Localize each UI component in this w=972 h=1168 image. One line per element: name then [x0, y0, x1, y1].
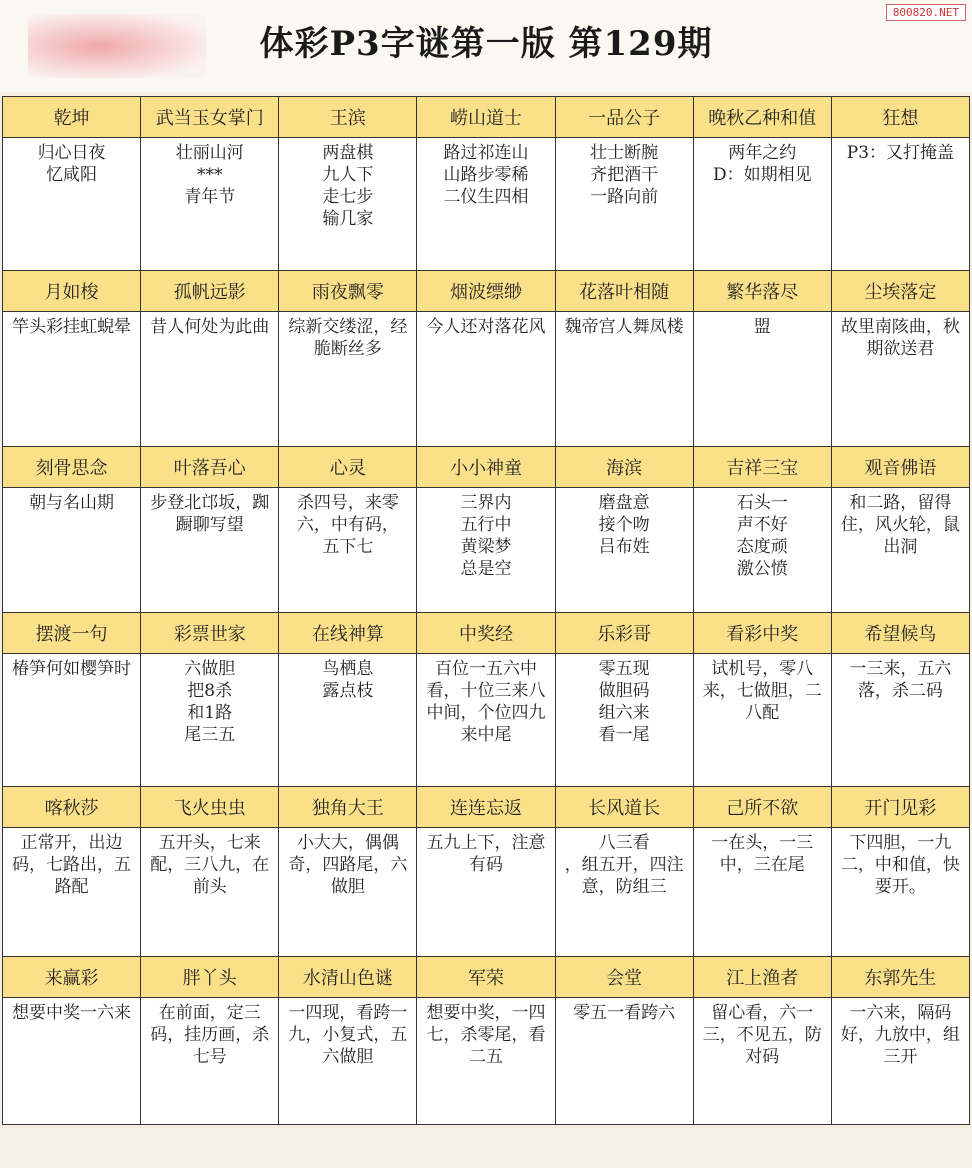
author-header: 乾坤 [3, 97, 140, 137]
riddle-cell: 留心看，六一三，不见五，防对码 [694, 998, 831, 1124]
riddle-cell: 八三看 ，组五开，四注意，防组三 [556, 828, 693, 956]
riddle-cell: 路过祁连山 山路步零稀 二仪生四相 [417, 138, 554, 270]
riddle-cell: 步登北邙坂，踟蹰聊写望 [141, 488, 278, 612]
author-header: 尘埃落定 [832, 271, 969, 311]
riddle-cell: 故里南陔曲，秋期欲送君 [832, 312, 969, 446]
riddle-cell: 一三来，五六落，杀二码 [832, 654, 969, 786]
author-header: 乐彩哥 [556, 613, 693, 653]
author-header: 雨夜飘零 [279, 271, 416, 311]
riddle-cell: 椿笋何如樱笋时 [3, 654, 140, 786]
riddle-cell: 百位一五六中看，十位三来八中间，个位四九来中尾 [417, 654, 554, 786]
riddle-cell: 正常开，出边码，七路出，五路配 [3, 828, 140, 956]
author-header: 观音佛语 [832, 447, 969, 487]
author-header: 刻骨思念 [3, 447, 140, 487]
page-title: 体彩P3字谜第一版 第129期 [259, 24, 713, 64]
riddle-cell: 一六来，隔码好，九放中，组三开 [832, 998, 969, 1124]
author-header: 王滨 [279, 97, 416, 137]
author-header: 飞火虫虫 [141, 787, 278, 827]
riddle-cell: 试机号，零八来，七做胆，二八配 [694, 654, 831, 786]
riddle-cell: 壮丽山河 *** 青年节 [141, 138, 278, 270]
site-watermark: 800820.NET [886, 4, 966, 21]
author-header: 希望候鸟 [832, 613, 969, 653]
author-header: 摆渡一句 [3, 613, 140, 653]
riddle-cell: 在前面，定三码，挂历画，杀七号 [141, 998, 278, 1124]
author-header: 看彩中奖 [694, 613, 831, 653]
author-header: 海滨 [556, 447, 693, 487]
riddle-cell: 想要中奖，一四七，杀零尾，看二五 [417, 998, 554, 1124]
author-header: 心灵 [279, 447, 416, 487]
author-header: 中奖经 [417, 613, 554, 653]
author-header: 江上渔者 [694, 957, 831, 997]
author-header: 军荣 [417, 957, 554, 997]
author-header: 己所不欲 [694, 787, 831, 827]
author-header: 来赢彩 [3, 957, 140, 997]
riddle-cell: 下四胆，一九二，中和值，快要开。 [832, 828, 969, 956]
author-header: 在线神算 [279, 613, 416, 653]
author-header: 连连忘返 [417, 787, 554, 827]
author-header: 吉祥三宝 [694, 447, 831, 487]
riddle-cell: 魏帝宫人舞凤楼 [556, 312, 693, 446]
author-header: 晚秋乙种和值 [694, 97, 831, 137]
author-header: 开门见彩 [832, 787, 969, 827]
riddle-cell: 和二路，留得住，风火轮，鼠出洞 [832, 488, 969, 612]
riddle-cell: 五开头，七来配，三八九，在前头 [141, 828, 278, 956]
riddle-cell: 归心日夜 忆咸阳 [3, 138, 140, 270]
riddle-cell: 壮士断腕 齐把酒干 一路向前 [556, 138, 693, 270]
author-header: 会堂 [556, 957, 693, 997]
author-header: 狂想 [832, 97, 969, 137]
author-header: 孤帆远影 [141, 271, 278, 311]
author-header: 叶落吾心 [141, 447, 278, 487]
author-header: 繁华落尽 [694, 271, 831, 311]
riddle-cell: 三界内 五行中 黄梁梦 总是空 [417, 488, 554, 612]
riddle-cell: 想要中奖一六来 [3, 998, 140, 1124]
riddle-cell: 今人还对落花风 [417, 312, 554, 446]
author-header: 月如梭 [3, 271, 140, 311]
riddle-cell: P3：又打掩盖 [832, 138, 969, 270]
riddle-cell: 两盘棋 九人下 走七步 输几家 [279, 138, 416, 270]
author-header: 长风道长 [556, 787, 693, 827]
riddle-cell: 竿头彩挂虹蜺晕 [3, 312, 140, 446]
riddle-cell: 杀四号，来零六，中有码， 五下七 [279, 488, 416, 612]
riddle-table [2, 96, 970, 1125]
author-header: 武当玉女掌门 [141, 97, 278, 137]
author-header: 崂山道士 [417, 97, 554, 137]
page-header [0, 0, 972, 92]
author-header: 烟波缥缈 [417, 271, 554, 311]
author-header: 花落叶相随 [556, 271, 693, 311]
riddle-cell: 盟 [694, 312, 831, 446]
riddle-cell: 石头一 声不好 态度顽 激公愤 [694, 488, 831, 612]
author-header: 独角大王 [279, 787, 416, 827]
author-header: 胖丫头 [141, 957, 278, 997]
riddle-cell: 昔人何处为此曲 [141, 312, 278, 446]
author-header: 喀秋莎 [3, 787, 140, 827]
author-header: 彩票世家 [141, 613, 278, 653]
author-header: 水清山色谜 [279, 957, 416, 997]
author-header: 东郭先生 [832, 957, 969, 997]
riddle-cell: 综新交缕涩，经脆断丝多 [279, 312, 416, 446]
author-header: 小小神童 [417, 447, 554, 487]
riddle-cell: 五九上下，注意有码 [417, 828, 554, 956]
riddle-cell: 一四现，看跨一九，小复式，五六做胆 [279, 998, 416, 1124]
riddle-cell: 零五一看跨六 [556, 998, 693, 1124]
riddle-cell: 朝与名山期 [3, 488, 140, 612]
riddle-cell: 一在头，一三中，三在尾 [694, 828, 831, 956]
riddle-cell: 零五现 做胆码 组六来 看一尾 [556, 654, 693, 786]
riddle-cell: 磨盘意 接个吻 吕布姓 [556, 488, 693, 612]
author-header: 一品公子 [556, 97, 693, 137]
riddle-cell: 两年之约 D：如期相见 [694, 138, 831, 270]
riddle-cell: 小大大，偶偶奇，四路尾，六做胆 [279, 828, 416, 956]
riddle-cell: 鸟栖息 露点枝 [279, 654, 416, 786]
riddle-cell: 六做胆 把8杀 和1路 尾三五 [141, 654, 278, 786]
